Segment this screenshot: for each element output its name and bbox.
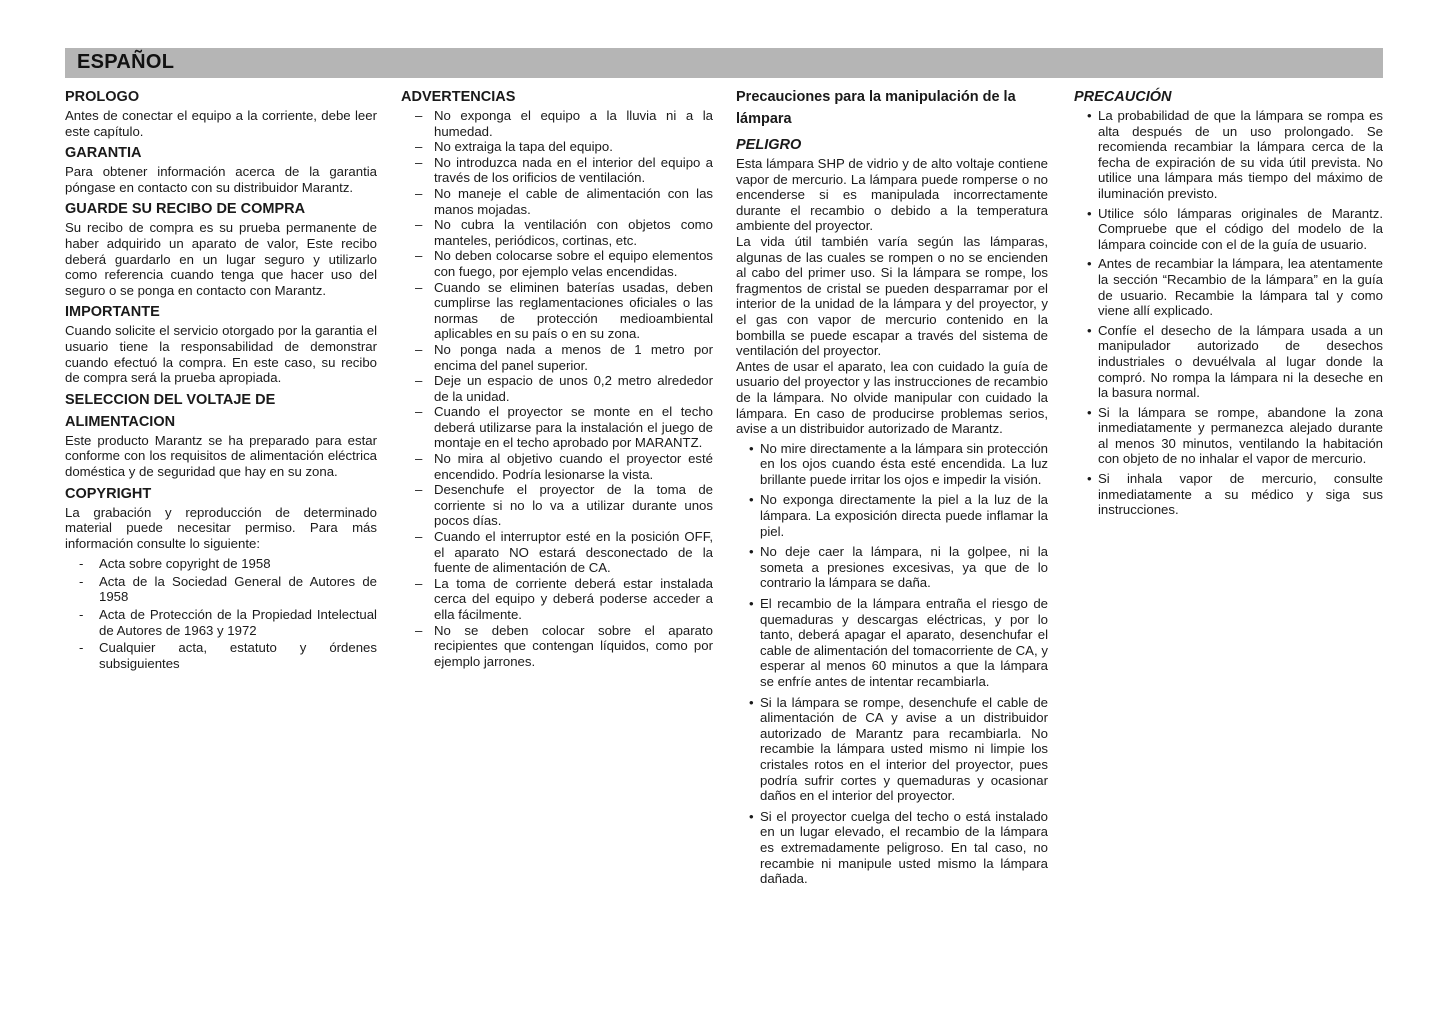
list-item: – La toma de corriente deberá estar instalada cerca del equipo y deberá poderse acceder a ella fácilmente. bbox=[401, 576, 713, 623]
list-item: – No cubra la ventilación con objetos como manteles, periódicos, cortinas, etc. bbox=[401, 217, 713, 248]
list-item: • Si el proyector cuelga del techo o está instalado en un lugar elevado, el recambio de la lámpara es extremadamente peligroso. En tal caso, no recambie ni manipule usted mismo la lámpara dañada. bbox=[736, 809, 1048, 887]
copyright-list bbox=[65, 556, 377, 671]
list-item: – No introduzca nada en el interior del equipo a través de los orificios de ventilación. bbox=[401, 155, 713, 186]
list-item: – Deje un espacio de unos 0,2 metro alrededor de la unidad. bbox=[401, 373, 713, 404]
language-header-bar bbox=[65, 48, 1383, 78]
peligro-list bbox=[736, 441, 1048, 887]
list-item: – Cuando se eliminen baterías usadas, deben cumplirse las reglamentaciones oficiales o las normas de protección medioambiental aplicables en su país o en su zona. bbox=[401, 280, 713, 342]
list-item: - Acta de la Sociedad General de Autores de 1958 bbox=[65, 574, 377, 605]
list-item: – No exponga el equipo a la lluvia ni a la humedad. bbox=[401, 108, 713, 139]
list-item: • Si la lámpara se rompe, abandone la zona inmediatamente y permanezca alejado durante al menos 30 minutos, ventilando la habitación con objeto de no inhalar el vapor de mercurio. bbox=[1074, 405, 1383, 467]
list-item: • Confíe el desecho de la lámpara usada a un manipulador autorizado de desechos industriales o devuélvala al lugar donde la compró. No rompa la lámpara ni la deseche en la basura normal. bbox=[1074, 323, 1383, 401]
precaucion-list bbox=[1074, 108, 1383, 518]
list-item: • No deje caer la lámpara, ni la golpee, ni la someta a presiones excesivas, ya que de lo contrario la lámpara se daña. bbox=[736, 544, 1048, 591]
heading-garantia: GARANTIA bbox=[65, 145, 142, 162]
paragraph: Esta lámpara SHP de vidrio y de alto voltaje contiene vapor de mercurio. La lámpara puede romperse o no encenderse si es manipulada incorrectamente durante el recambio o debido a la temperatura ambiente del proyector. bbox=[736, 156, 1048, 234]
heading-advertencias: ADVERTENCIAS bbox=[401, 89, 516, 105]
heading-recibo: GUARDE SU RECIBO DE COMPRA bbox=[65, 201, 306, 218]
list-item: • Antes de recambiar la lámpara, lea atentamente la sección “Recambio de la lámpara” en la guía de usuario. Recambie la lámpara tal y como viene allí explicado. bbox=[1074, 256, 1383, 318]
paragraph: La vida útil también varía según las lámparas, algunas de las cuales se rompen o no se encienden al cabo del primer uso. Si la lámpara se rompe, los fragmentos de cristal se pueden desparramar por el interior de la unidad de la lámpara y del proyector, y el gas con vapor de mercurio contenido en la bombilla se puede escapar a través del sistema de ventilación del proyector. bbox=[736, 233, 1048, 359]
heading-importante: IMPORTANTE bbox=[65, 304, 160, 321]
heading-voltaje: SELECCION DEL VOLTAJE DE ALIMENTACION bbox=[65, 391, 276, 430]
column-lamp-handling bbox=[736, 86, 1048, 892]
list-item: • La probabilidad de que la lámpara se rompa es alta después de un uso prolongado. Se recomienda recambiar la lámpara cerca de la fecha de expiración de su vida útil prevista. No utilice una lámpara más tiempo del máximo de iluminación previsto. bbox=[1074, 108, 1383, 202]
list-item: - Acta sobre copyright de 1958 bbox=[65, 556, 377, 572]
column-general-info bbox=[65, 86, 377, 673]
list-item: - Acta de Protección de la Propiedad Intelectual de Autores de 1963 y 1972 bbox=[65, 607, 377, 638]
list-item: • Si la lámpara se rompe, desenchufe el cable de alimentación de CA y avise a un distribuidor autorizado de Marantz para recambiarla. No recambie la lámpara usted mismo ni limpie los cristales rotos en el interior del proyector, pues podría sufrir cortes y quemaduras y ocasionar daños en el interior del proyector. bbox=[736, 695, 1048, 804]
list-item: – No extraiga la tapa del equipo. bbox=[401, 139, 713, 155]
heading-precaucion: PRECAUCIÓN bbox=[1074, 89, 1172, 105]
list-item: – No deben colocarse sobre el equipo elementos con fuego, por ejemplo velas encendidas. bbox=[401, 248, 713, 279]
list-item: • Si inhala vapor de mercurio, consulte inmediatamente a su médico y siga sus instrucciones. bbox=[1074, 471, 1383, 518]
list-item: • No mire directamente a la lámpara sin protección en los ojos cuando ésta esté encendida. La luz brillante puede irritar los ojos e impedir la visión. bbox=[736, 441, 1048, 488]
list-item: – No se deben colocar sobre el aparato recipientes que contengan líquidos, como por ejemplo jarrones. bbox=[401, 623, 713, 670]
language-title: ESPAÑOL bbox=[77, 51, 175, 73]
subheading-peligro: PELIGRO bbox=[736, 137, 802, 153]
list-item: • No exponga directamente la piel a la luz de la lámpara. La exposición directa puede inflamar la piel. bbox=[736, 492, 1048, 539]
list-item: – Cuando el proyector se monte en el techo deberá utilizarse para la instalación el juego de montaje en el techo aprobado por MARANTZ. bbox=[401, 404, 713, 451]
column-precaucion bbox=[1074, 86, 1383, 522]
list-item: - Cualquier acta, estatuto y órdenes subsiguientes bbox=[65, 640, 377, 671]
paragraph: Antes de usar el aparato, lea con cuidado la guía de usuario del proyector y las instrucciones de recambio de la lámpara. No olvide manipular con cuidado la lámpara. En caso de producirse problemas serios, avise a un distribuidor autorizado de Marantz. bbox=[736, 358, 1048, 437]
advertencias-list bbox=[401, 108, 713, 669]
text-voltaje: Este producto Marantz se ha preparado para estar conforme con los requisitos de alimentación eléctrica doméstica y de seguridad que hay en su zona. bbox=[65, 432, 377, 479]
list-item: – Cuando el interruptor esté en la posición OFF, el aparato NO estará desconectado de la fuente de alimentación de CA. bbox=[401, 529, 713, 576]
text-copyright: La grabación y reproducción de determinado material puede necesitar permiso. Para más información consulte lo siguiente: bbox=[65, 504, 377, 551]
list-item: – No maneje el cable de alimentación con las manos mojadas. bbox=[401, 186, 713, 217]
list-item: – Desenchufe el proyector de la toma de corriente si no lo va a utilizar durante unos pocos días. bbox=[401, 482, 713, 529]
heading-copyright: COPYRIGHT bbox=[65, 485, 152, 502]
text-prologo: Antes de conectar el equipo a la corriente, debe leer este capítulo. bbox=[65, 108, 377, 139]
column-advertencias bbox=[401, 86, 713, 669]
list-item: • Utilice sólo lámparas originales de Marantz. Compruebe que el código del modelo de la lámpara coincide con el de la guía de usuario. bbox=[1074, 206, 1383, 253]
list-item: • El recambio de la lámpara entraña el riesgo de quemaduras y descargas eléctricas, y por lo tanto, deberá apagar el aparato, desenchufar el cable de alimentación del tomacorriente de CA, y esperar al menos 60 minutos a que la lámpara se enfríe antes de intentar recambiarla. bbox=[736, 596, 1048, 690]
heading-lamp-precautions: Precauciones para la manipulación de la lámpara bbox=[736, 89, 1016, 127]
text-garantia: Para obtener información acerca de la garantia póngase en contacto con su distribuidor Marantz. bbox=[65, 164, 377, 195]
text-importante: Cuando solicite el servicio otorgado por la garantia el usuario tiene la responsabilidad de demonstrar cuando efectuó la compra. En este caso, su recibo de compra será la prueba apropiada. bbox=[65, 323, 377, 386]
list-item: – No ponga nada a menos de 1 metro por encima del panel superior. bbox=[401, 342, 713, 373]
heading-prologo: PROLOGO bbox=[65, 89, 140, 105]
text-recibo: Su recibo de compra es su prueba permanente de haber adquirido un aparato de valor, Este recibo deberá guardarlo en un lugar seguro y utilizarlo como referencia cuando tenga que hacer uso del seguro o se ponga en contacto con Marantz. bbox=[65, 220, 377, 298]
list-item: – No mira al objetivo cuando el proyector esté encendido. Podría lesionarse la vista. bbox=[401, 451, 713, 482]
